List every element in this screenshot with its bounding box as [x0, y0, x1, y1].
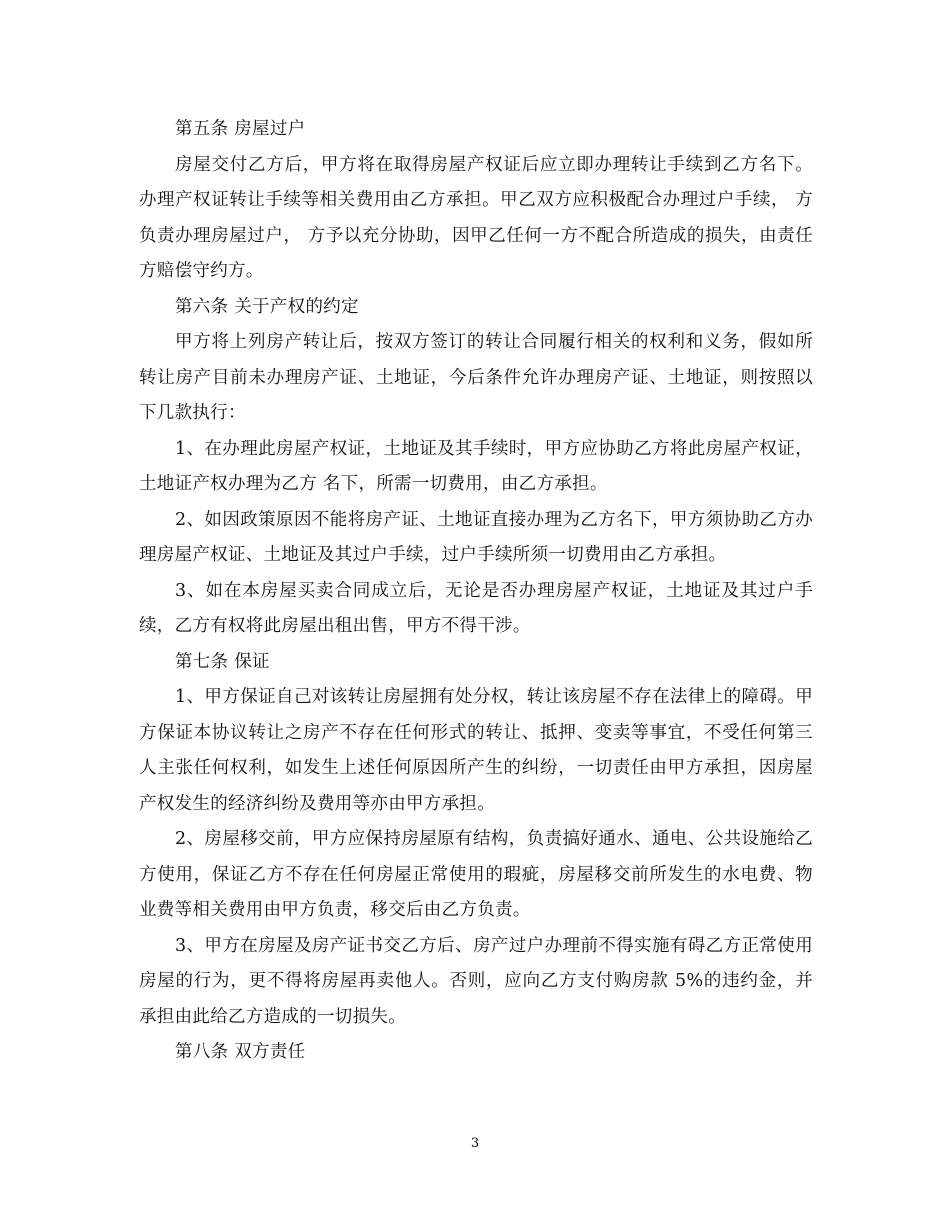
paragraph: 1、在办理此房屋产权证，土地证及其手续时，甲方应协助乙方将此房屋产权证，土地证产权办理为乙方 名下，所需一切费用，由乙方承担。	[139, 438, 813, 494]
paragraph: 房屋交付乙方后，甲方将在取得房屋产权证后应立即办理转让手续到乙方名下。办理产权证转让手续等相关费用由乙方承担。甲乙双方应积极配合办理过户手续， 方负责办理房屋过户， 方予以充分协助，因甲乙任何一方不配合所造成的损失，由责任方赔偿守约方。	[139, 154, 813, 281]
paragraph: 1、甲方保证自己对该转让房屋拥有处分权，转让该房屋不存在法律上的障碍。甲方保证本协议转让之房产不存在任何形式的转让、抵押、变卖等事宜，不受任何第三人主张任何权利，如发生上述任何原因所产生的纠纷，一切责任由甲方承担，因房屋产权发生的经济纠纷及费用等亦由甲方承担。	[139, 687, 813, 814]
paragraph: 3、如在本房屋买卖合同成立后，无论是否办理房屋产权证，土地证及其过户手续，乙方有权将此房屋出租出售，甲方不得干涉。	[139, 580, 813, 636]
section-heading: 第六条 关于产权的约定	[175, 296, 359, 317]
section-heading: 第七条 保证	[175, 651, 270, 672]
paragraph: 2、如因政策原因不能将房产证、土地证直接办理为乙方名下，甲方须协助乙方办理房屋产权证、土地证及其过户手续，过户手续所须一切费用由乙方承担。	[139, 509, 813, 565]
page-number: 3	[470, 1136, 480, 1151]
section-heading: 第五条 房屋过户	[175, 119, 306, 139]
section-heading: 第八条 双方责任	[175, 1042, 306, 1062]
paragraph: 2、房屋移交前，甲方应保持房屋原有结构，负责搞好通水、通电、公共设施给乙方使用，保证乙方不存在任何房屋正常使用的瑕疵，房屋移交前所发生的水电费、物业费等相关费用由甲方负责，移交后由乙方负责。	[139, 829, 813, 920]
paragraph: 3、甲方在房屋及房产证书交乙方后、房产过户办理前不得实施有碍乙方正常使用房屋的行为，更不得将房屋再卖他人。否则，应向乙方支付购房款 5%的违约金，并承担由此给乙方造成的一切损失。	[139, 935, 813, 1027]
document-body	[139, 112, 813, 1071]
paragraph: 甲方将上列房产转让后，按双方签订的转让合同履行相关的权利和义务，假如所转让房产目前未办理房产证、土地证，今后条件允许办理房产证、土地证，则按照以下几款执行：	[139, 332, 813, 423]
